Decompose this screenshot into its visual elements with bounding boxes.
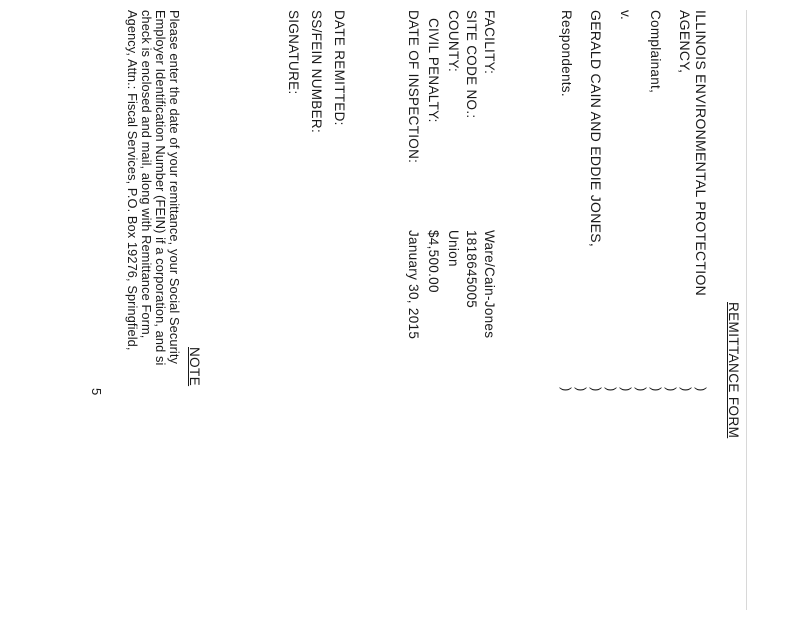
- note-title: NOTE: [187, 347, 202, 387]
- caption-complainant: Complainant,: [648, 10, 663, 94]
- field-label: FACILITY:: [482, 10, 497, 75]
- blank-field-label: DATE REMITTED:: [332, 10, 347, 126]
- scan-edge-line: [746, 10, 747, 610]
- field-value: 1818645005: [464, 230, 479, 309]
- caption-paren: ): [634, 387, 649, 392]
- field-value: Union: [446, 230, 461, 267]
- caption-respondents: Respondents.: [559, 10, 574, 97]
- caption-paren: ): [694, 387, 709, 392]
- blank-field-label: SS/FEIN NUMBER:: [309, 10, 324, 134]
- note-line: check is enclosed and mail, along with Remittance Form,: [139, 10, 154, 339]
- form-title: REMITTANCE FORM: [726, 302, 741, 439]
- note-line: Please enter the date of your remittance, your Social Security: [167, 10, 182, 365]
- caption-paren: ): [649, 387, 664, 392]
- note-line: Agency, Attn.: Fiscal Services, P.O. Box 19276, Springfield,: [125, 10, 140, 351]
- field-value: Ware/Cain-Jones: [482, 230, 497, 339]
- note-line: Employer Identification Number (FEIN) if a corporation, and si: [153, 10, 168, 366]
- field-label: SITE CODE NO.:: [464, 10, 479, 119]
- page-number: 5: [89, 388, 104, 396]
- field-label: CIVIL PENALTY:: [426, 18, 441, 123]
- field-value: January 30, 2015: [406, 230, 421, 340]
- field-label: DATE OF INSPECTION:: [406, 10, 421, 164]
- caption-paren: ): [664, 387, 679, 392]
- caption-agency-line2: AGENCY,: [677, 10, 693, 74]
- field-value: $4,500.00: [426, 230, 441, 293]
- remittance-form: [89, 10, 741, 610]
- caption-paren: ): [589, 387, 604, 392]
- caption-versus: v.: [618, 10, 633, 21]
- caption-paren: ): [574, 387, 589, 392]
- field-label: COUNTY:: [446, 10, 461, 73]
- caption-paren: ): [559, 387, 574, 392]
- caption-respondent-names: GERALD CAIN AND EDDIE JONES,: [588, 10, 604, 248]
- caption-paren: ): [679, 387, 694, 392]
- caption-paren: ): [619, 387, 634, 392]
- caption-agency-line1: ILLINOIS ENVIRONMENTAL PROTECTION: [693, 10, 709, 297]
- blank-field-label: SIGNATURE:: [286, 10, 301, 95]
- caption-paren-column: [548, 387, 708, 397]
- caption-paren: ): [604, 387, 619, 392]
